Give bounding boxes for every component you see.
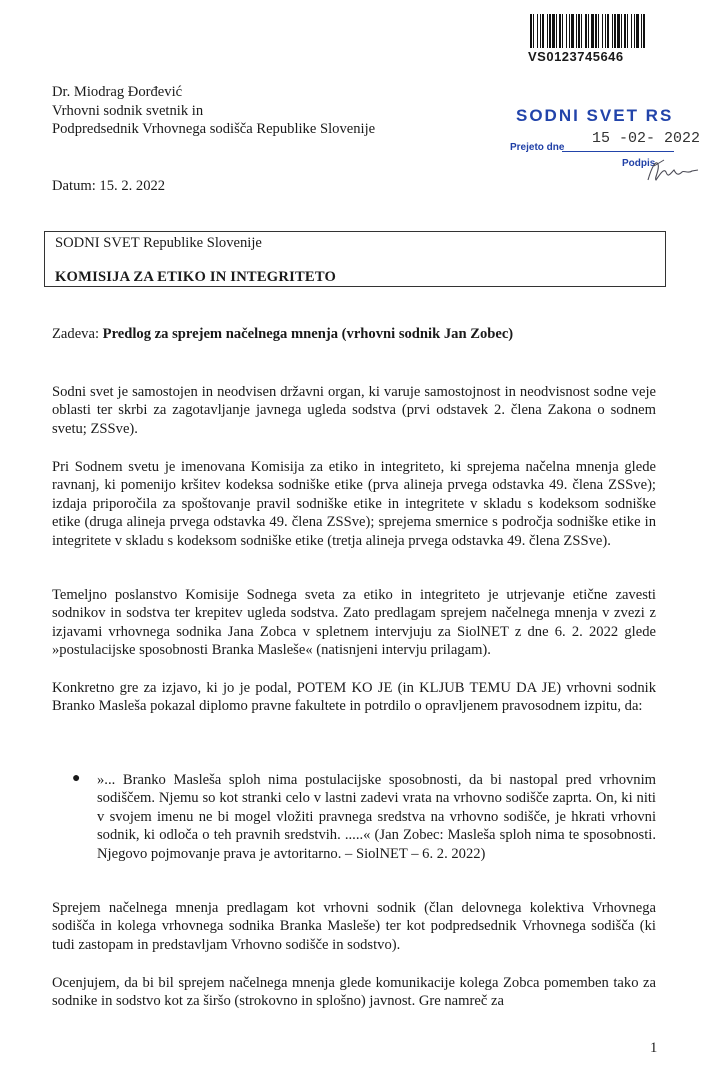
paragraph-2: Pri Sodnem svetu je imenovana Komisija za etiko in integriteto, ki sprejema načelna mnenja glede ravnanj, ki pomenijo kršitev kodeksa sodniške etike (prva alineja prvega odstavka 49. člena ZSSve); izdaja priporočila za spoštovanje pravil sodniške etike in integritete v skladu s kodeksom sodniške etike (druga alineja prvega odstavka 49. člena ZSSve); sprejema smernice s področja sodniške etike in integritete v skladu s kodeksom sodniške etike (tretja alineja prvega odstavka 49. člena ZSSve). — [52, 459, 656, 549]
quote-text: »... Branko Masleša sploh nima postulacijske sposobnosti, da bi nastopal pred vrhovnim sodiščem. Njemu so kot stranki celo v lastni zadevi vrata na vrhovno sodišče zaprta. On, ki niti v svojem imenu ne bi mogel vložiti pravnega sredstva na vrhovno sodišče, je hkrati vrhovni sodnik, ki odloča o teh pravnih sredstvih. .....« (Jan Zobec: Masleša sploh nima te sposobnosti. Njegovo pojmovanje prava je avtoritarno. – SiolNET – 6. 2. 2022) — [97, 772, 656, 862]
subject-label: Zadeva: — [52, 326, 99, 342]
barcode — [528, 14, 646, 64]
stamp-received-date: 15 -02- 2022 — [592, 130, 701, 147]
sender-title-2: Podpredsednik Vrhovnega sodišča Republike Slovenije — [52, 121, 376, 137]
stamp-underline — [562, 151, 674, 152]
stamp-received-label: Prejeto dne — [510, 142, 565, 153]
subject-text: Predlog za sprejem načelnega mnenja (vrhovni sodnik Jan Zobec) — [102, 326, 514, 342]
sender-name: Dr. Miodrag Đorđević — [52, 84, 183, 100]
recipient-org: SODNI SVET Republike Slovenije — [55, 235, 262, 251]
paragraph-6: Ocenjujem, da bi bil sprejem načelnega mnenja glede komunikacije kolega Zobca pomemben tako za sodnike in sodstvo kot za širšo (strokovno in splošno) javnost. Gre namreč za — [52, 975, 656, 1010]
paragraph-3: Temeljno poslanstvo Komisije Sodnega sveta za etiko in integriteto je utrjevanje etične zavesti sodnikov in sodstva ter krepitev ugleda sodstva. Zato predlagam sprejem načelnega mnenja v zvezi z izjavami vrhovnega sodnika Jana Zobca v spletnem intervjuju za SiolNET z dne 6. 2. 2022 glede »postulacijske sposobnosti Branka Masleše« (natisnjeni intervju prilagam). — [52, 587, 656, 659]
paragraph-4: Konkretno gre za izjavo, ki jo je podal, POTEM KO JE (in KLJUB TEMU DA JE) vrhovni sodnik Branko Masleša pokazal diplomo pravne fakultete in potrdilo o opravljenem pravosodnem izpitu, da: — [52, 680, 656, 715]
received-stamp — [510, 106, 710, 196]
sender-block — [52, 83, 375, 139]
stamp-title: SODNI SVET RS — [516, 106, 674, 125]
stamp-sign-label: Podpis — [622, 158, 656, 169]
barcode-code: VS0123745646 — [528, 49, 624, 64]
bullet-marker: ● — [72, 771, 81, 786]
handwritten-signature — [644, 156, 700, 186]
page-number: 1 — [650, 1040, 658, 1056]
document-date: Datum: 15. 2. 2022 — [52, 178, 166, 194]
recipient-committee: KOMISIJA ZA ETIKO IN INTEGRITETO — [55, 269, 337, 285]
sender-title-1: Vrhovni sodnik svetnik in — [52, 102, 204, 119]
paragraph-5: Sprejem načelnega mnenja predlagam kot vrhovni sodnik (član delovnega kolektiva Vrhovnega sodišča in kolega vrhovnega sodnika Branka Masleše) ter kot podpredsednik Vrhovnega sodišča (ki tudi zastopam in predstavljam Vrhovno sodišče in sodstvo). — [52, 900, 656, 953]
barcode-bars — [528, 14, 646, 48]
paragraph-1: Sodni svet je samostojen in neodvisen državni organ, ki varuje samostojnost in neodvisnost sodne veje oblasti ter skrbi za zagotavljanje javnega ugleda sodstva (prvi odstavek 2. člena Zakona o sodnem svetu; ZSSve). — [52, 384, 656, 437]
subject-line — [52, 326, 513, 343]
recipient-box — [44, 231, 666, 287]
